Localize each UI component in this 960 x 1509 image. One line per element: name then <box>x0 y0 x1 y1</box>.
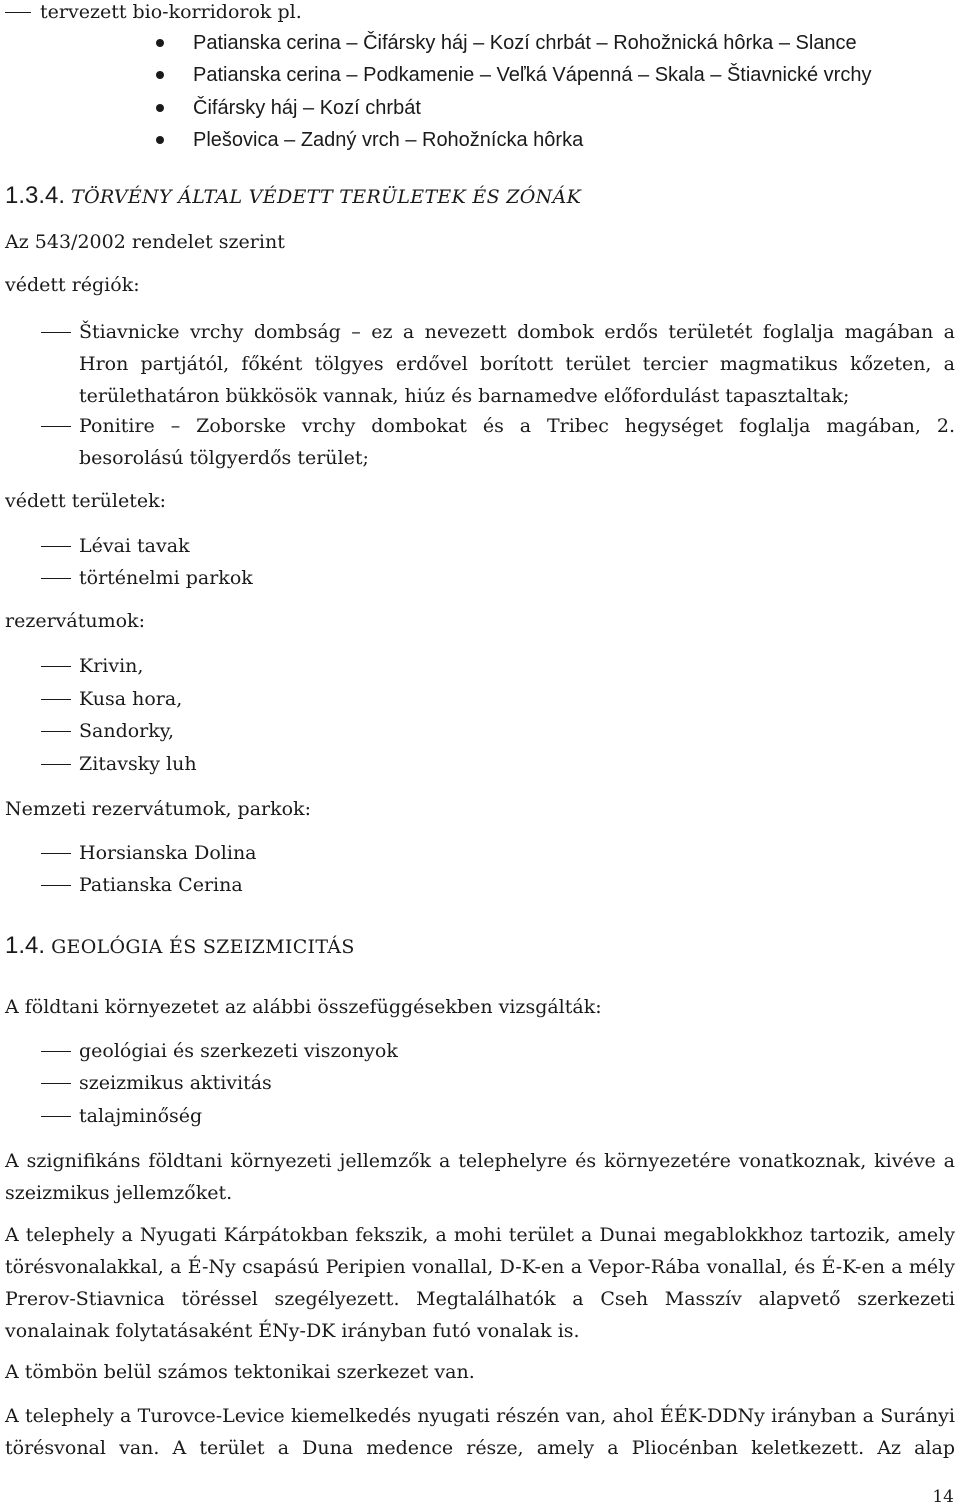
area-text: történelmi parkok <box>79 567 253 589</box>
list-item <box>5 748 955 780</box>
section-number: 1.3.4. <box>5 182 66 209</box>
section-number: 1.4. <box>5 932 46 959</box>
list-item <box>5 1100 955 1132</box>
regions-label: védett régiók: <box>5 274 140 296</box>
list-item: Čifársky háj – Kozí chrbát <box>193 97 421 119</box>
paragraph: A telephely a Turovce-Levice kiemelkedés nyugati részén van, ahol ÉÉK-DDNy irányban a Surányi törésvonal van. A terület a Duna medence része, amely a Pliocénban keletkezett. Az alap <box>5 1405 955 1459</box>
national-text: Patianska Cerina <box>79 874 243 896</box>
list-item <box>5 715 955 747</box>
reserve-text: Zitavsky luh <box>79 753 197 775</box>
bullet-icon <box>156 136 164 144</box>
region-text: Štiavnicke vrchy dombság – ez a nevezett dombok erdős területét foglalja magában a Hron partjától, főként tölgyes erdővel borított terület tercier magmatikus kőzeten, a területhatáron bükkösök vannak, hiúz és barnamedve előfordulást tapasztaltak; <box>79 321 955 407</box>
list-item <box>5 562 955 594</box>
dash-marker <box>41 332 71 333</box>
continuation-text: tervezett bio-korridorok pl. <box>40 1 302 23</box>
intro-text: A földtani környezetet az alábbi összefüggésekben vizsgálták: <box>5 996 602 1018</box>
bullet-icon <box>156 39 164 47</box>
page-number: 14 <box>932 1487 954 1507</box>
list-item <box>5 869 955 901</box>
section-title: GEOLÓGIA ÉS SZEIZMICITÁS <box>51 936 355 958</box>
dash-marker <box>41 1116 71 1117</box>
dash-marker <box>41 578 71 579</box>
national-text: Horsianska Dolina <box>79 842 257 864</box>
list-item <box>5 1035 955 1067</box>
dash-marker <box>41 426 71 427</box>
dash-marker <box>41 1083 71 1084</box>
region-text: Ponitire – Zoborske vrchy dombokat és a Tribec hegységet foglalja magában, 2. besorolású tölgyerdős terület; <box>79 415 955 469</box>
geo-item: szeizmikus aktivitás <box>79 1072 272 1094</box>
dash-marker <box>41 853 71 854</box>
reserves-label: rezervátumok: <box>5 610 145 632</box>
list-item: Patianska cerina – Čifársky háj – Kozí chrbát – Rohožnická hôrka – Slance <box>193 32 857 54</box>
list-item <box>5 837 955 869</box>
dash-marker <box>41 885 71 886</box>
list-item: Plešovica – Zadný vrch – Rohožnícka hôrka <box>193 129 584 151</box>
dash-marker <box>41 731 71 732</box>
list-item <box>5 410 955 474</box>
dash-marker <box>41 666 71 667</box>
reserve-text: Sandorky, <box>79 720 175 742</box>
list-item <box>5 650 955 682</box>
paragraph: A telephely a Nyugati Kárpátokban fekszik, a mohi terület a Dunai megablokkhoz tartozik, amely törésvonalakkal, a É-Ny csapású Peripien vonallal, D-K-en a Vepor-Rába vonallal, és É-K-en a mély Prerov-Stiavnica töréssel szegélyezett. Megtalálhatók a Cseh Masszív alapvető szerkezeti vonalainak folytatásaként ÉNy-DK irányban futó vonalak is. <box>5 1224 955 1342</box>
paragraph: A tömbön belül számos tektonikai szerkezet van. <box>5 1361 475 1383</box>
geo-item: talajminőség <box>79 1105 203 1127</box>
national-label: Nemzeti rezervátumok, parkok: <box>5 798 311 820</box>
geo-item: geológiai és szerkezeti viszonyok <box>79 1040 398 1062</box>
list-item <box>5 530 955 562</box>
dash-marker <box>5 12 31 13</box>
bullet-icon <box>156 104 164 112</box>
bullet-icon <box>156 71 164 79</box>
list-item: Patianska cerina – Podkamenie – Veľká Vápenná – Skala – Štiavnické vrchy <box>193 64 872 86</box>
dash-marker <box>41 546 71 547</box>
paragraph: A szignifikáns földtani környezeti jellemzők a telephelyre és környezetére vonatkoznak, kivéve a szeizmikus jellemzőket. <box>5 1150 955 1204</box>
list-item <box>5 316 955 412</box>
list-item <box>5 1067 955 1099</box>
reserve-text: Krivin, <box>79 655 144 677</box>
reserve-text: Kusa hora, <box>79 688 183 710</box>
dash-marker <box>41 699 71 700</box>
areas-label: védett területek: <box>5 490 167 512</box>
area-text: Lévai tavak <box>79 535 190 557</box>
intro-text: Az 543/2002 rendelet szerint <box>5 231 285 253</box>
dash-marker <box>41 764 71 765</box>
section-title: TÖRVÉNY ÁLTAL VÉDETT TERÜLETEK ÉS ZÓNÁK <box>71 186 582 208</box>
dash-marker <box>41 1051 71 1052</box>
list-item <box>5 683 955 715</box>
section-heading <box>5 930 355 963</box>
section-heading <box>5 180 581 213</box>
